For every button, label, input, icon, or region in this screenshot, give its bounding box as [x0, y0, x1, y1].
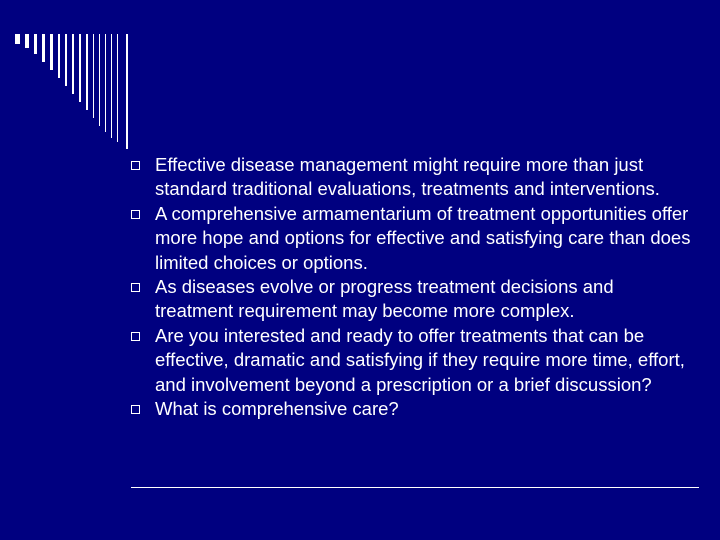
- bullet-text: Are you interested and ready to offer treatments that can be effective, dramatic and satisfying if they require more time, effort, and involvement beyond a prescription or a brief discussion?: [155, 324, 685, 395]
- bullet-item: [131, 324, 691, 397]
- hollow-square-bullet-icon: [131, 405, 140, 414]
- bullet-text: As diseases evolve or progress treatment decisions and treatment requirement may become more complex.: [155, 276, 614, 322]
- hollow-square-bullet-icon: [131, 210, 140, 219]
- bullet-list: [131, 153, 691, 421]
- bullet-text: A comprehensive armamentarium of treatment opportunities offer more hope and options for effective and satisfying care than does limited choices or options.: [155, 202, 691, 273]
- bullet-item: [131, 202, 691, 275]
- hollow-square-bullet-icon: [131, 161, 140, 170]
- bullet-text: Effective disease management might require more than just standard traditional evaluations, treatments and interventions.: [155, 154, 660, 200]
- decorative-bars: [15, 34, 155, 149]
- hollow-square-bullet-icon: [131, 283, 140, 292]
- bullet-text: What is comprehensive care?: [155, 398, 399, 420]
- bottom-divider: [131, 487, 699, 488]
- hollow-square-bullet-icon: [131, 332, 140, 341]
- bullet-item: [131, 397, 691, 421]
- bullet-item: [131, 275, 691, 324]
- bullet-item: [131, 153, 691, 202]
